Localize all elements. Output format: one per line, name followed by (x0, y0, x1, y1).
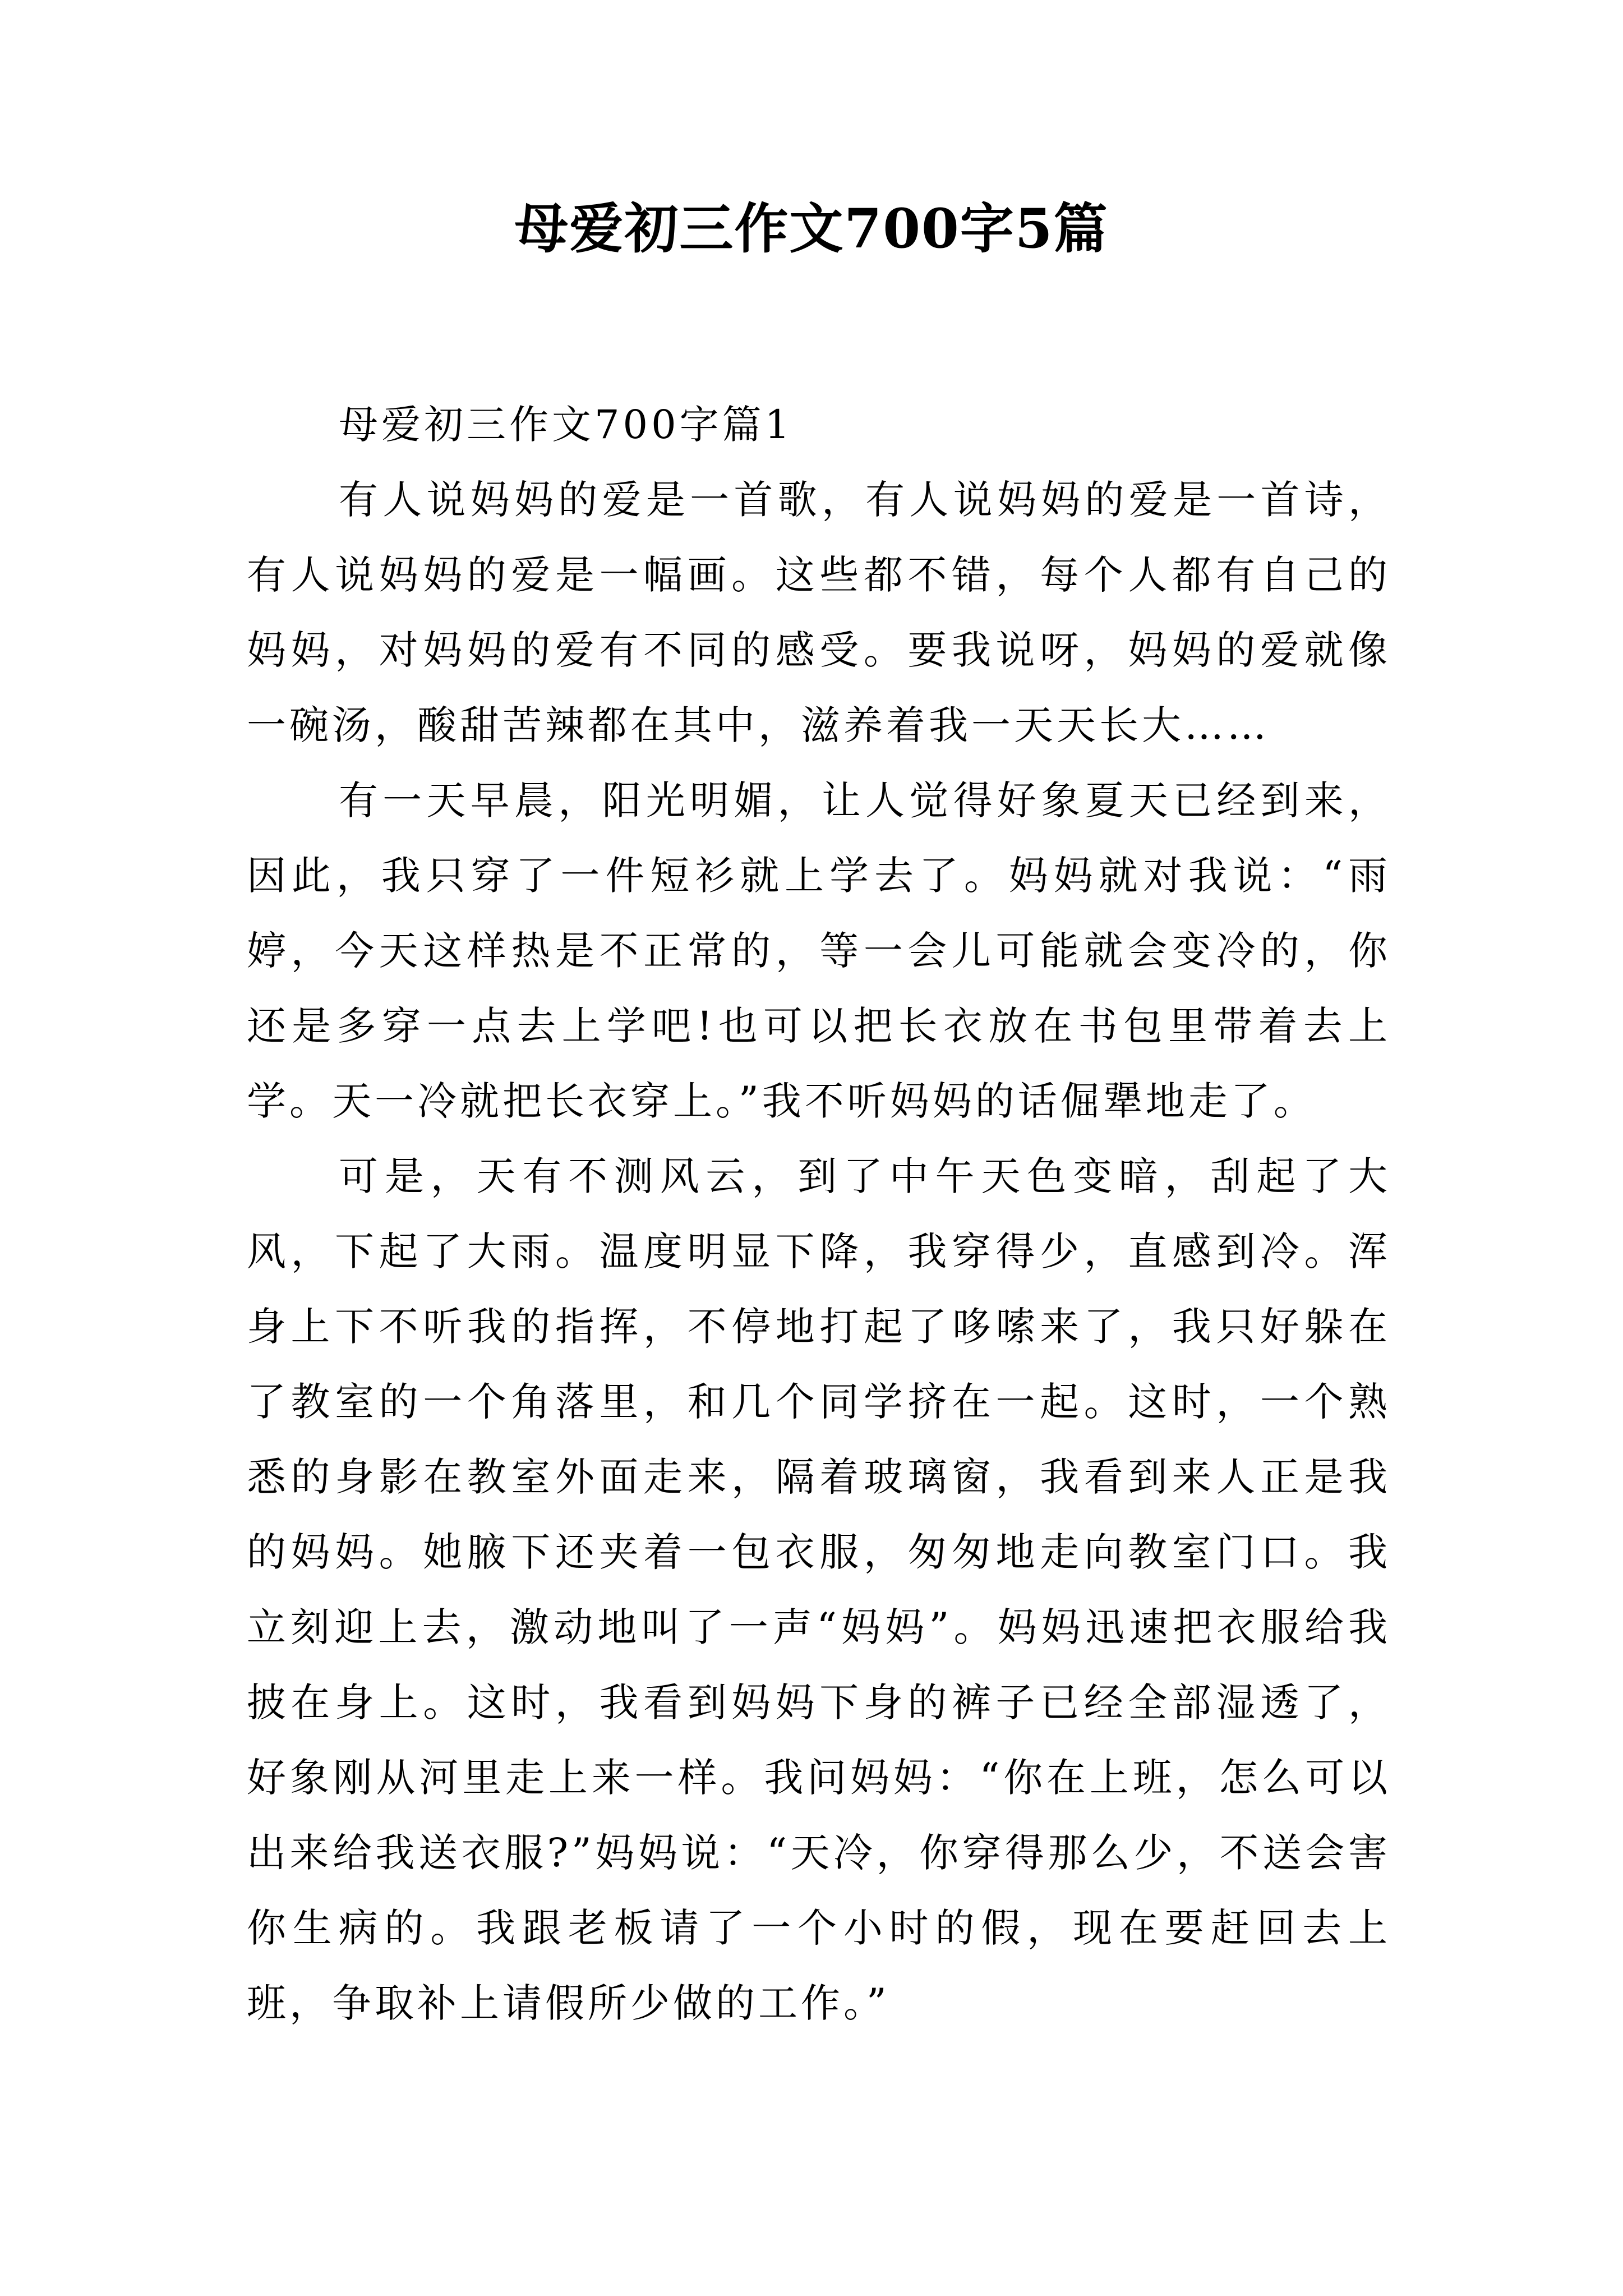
paragraph: 可是，天有不测风云，到了中午天色变暗，刮起了大风，下起了大雨。温度明显下降，我穿得少，直感到冷。浑身上下不听我的指挥，不停地打起了哆嗦来了，我只好躲在了教室的一个角落里，和几个同学挤在一起。这时，一个熟悉的身影在教室外面走来，隔着玻璃窗，我看到来人正是我的妈妈。她腋下还夹着一包衣服，匆匆地走向教室门口。我立刻迎上去，激动地叫了一声“妈妈”。妈妈迅速把衣服给我披在身上。这时，我看到妈妈下身的裤子已经全部湿透了，好象刚从河里走上来一样。我问妈妈：“你在上班，怎么可以出来给我送衣服?”妈妈说：“天冷，你穿得那么少，不送会害你生病的。我跟老板请了一个小时的假，现在要赶回去上班，争取补上请假所少做的工作。” (247, 1153, 1391, 2026)
document-body (247, 387, 1391, 2041)
paragraph: 有一天早晨，阳光明媚，让人觉得好象夏天已经到来，因此，我只穿了一件短衫就上学去了。妈妈就对我说：“雨婷，今天这样热是不正常的，等一会儿可能就会变冷的，你还是多穿一点去上学吧!也可以把长衣放在书包里带着去上学。天一冷就把长衣穿上。”我不听妈妈的话倔犟地走了。 (247, 777, 1391, 1124)
document-title: 母爱初三作文700字5篇 (514, 197, 1109, 260)
section-heading: 母爱初三作文700字篇1 (339, 402, 794, 448)
paragraph: 有人说妈妈的爱是一首歌，有人说妈妈的爱是一首诗，有人说妈妈的爱是一幅画。这些都不错，每个人都有自己的妈妈，对妈妈的爱有不同的感受。要我说呀，妈妈的爱就像一碗汤，酸甜苦辣都在其中，滋养着我一天天长大…… (247, 477, 1391, 748)
